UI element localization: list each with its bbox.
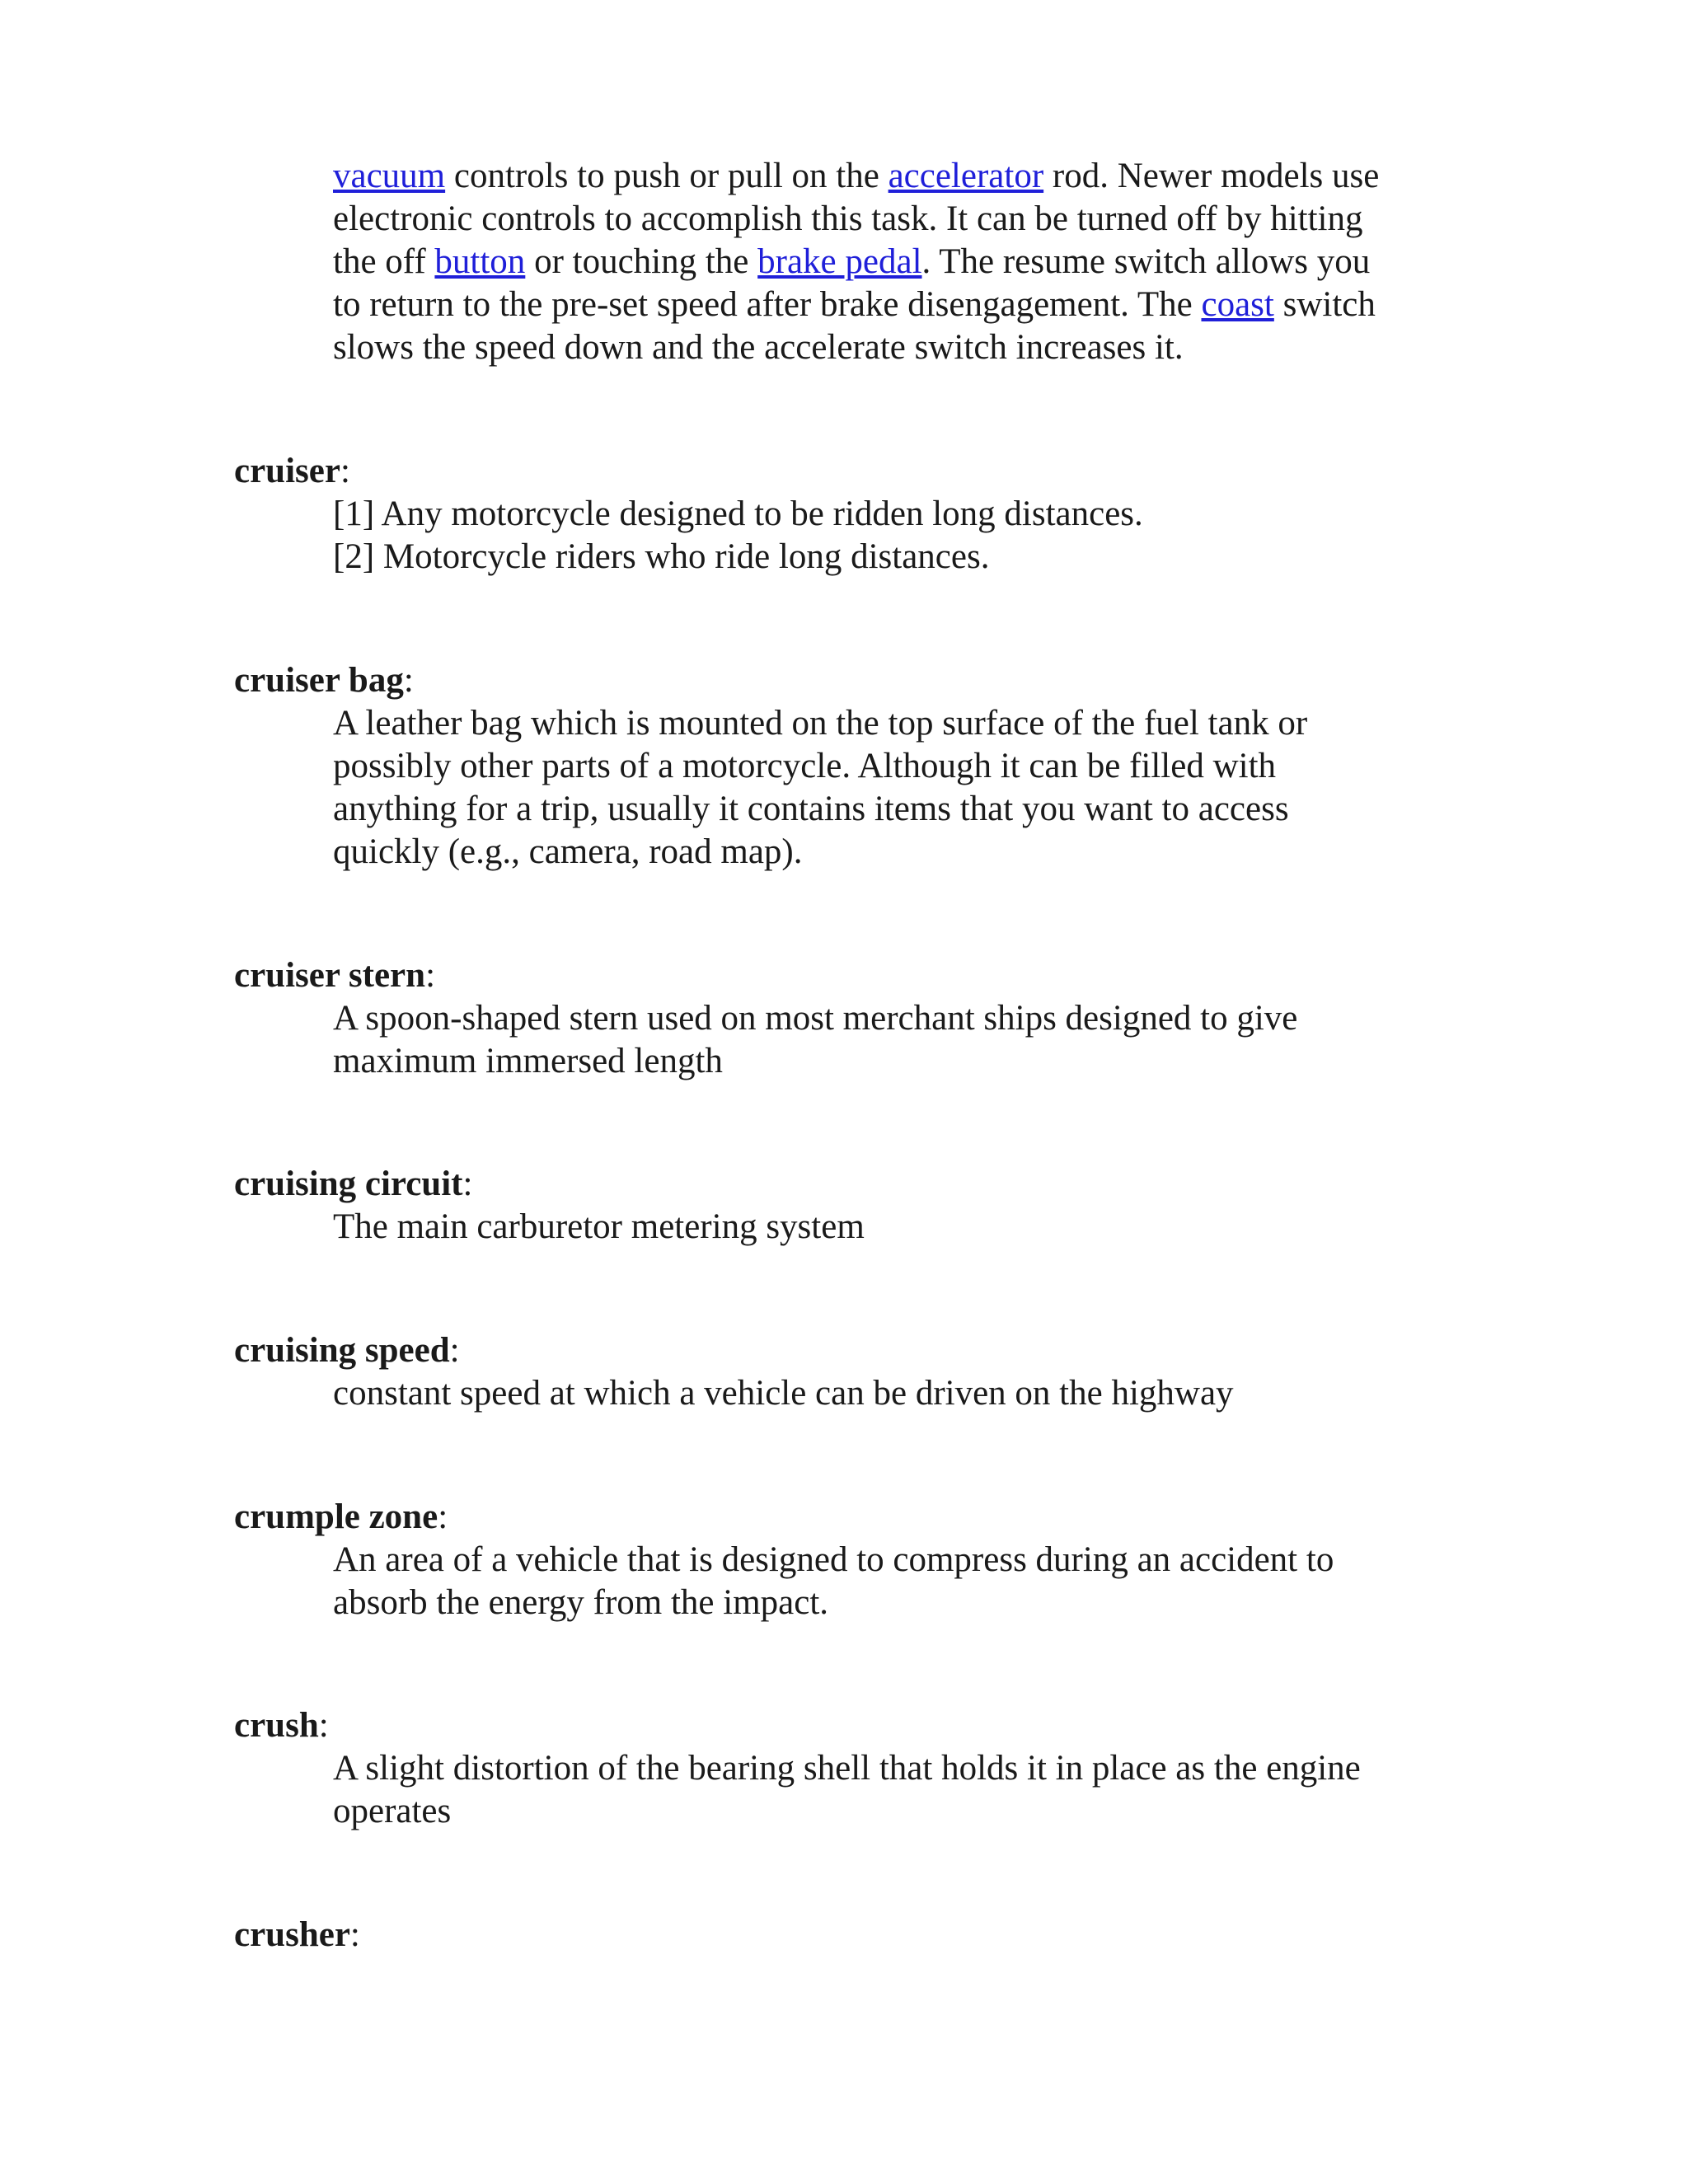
term-crusher: crusher: — [234, 1915, 360, 1954]
term-crush: crush: — [234, 1706, 329, 1745]
definition-cruiser-stern — [333, 997, 1487, 1083]
definition-line: [1] Any motorcycle designed to be ridden long distances. — [333, 494, 1143, 533]
term-cruiser: cruiser: — [234, 452, 350, 490]
definition-line: absorb the energy from the impact. — [333, 1583, 829, 1622]
coast-link[interactable]: coast — [1201, 285, 1274, 324]
definition-line: electronic controls to accomplish this task. It can be turned off by hitting — [333, 199, 1363, 238]
definition-line: maximum immersed length — [333, 1042, 723, 1080]
definition-cruiser-bag — [333, 702, 1487, 874]
accelerator-link[interactable]: accelerator — [888, 157, 1044, 195]
definition-line: vacuum controls to push or pull on the accelerator rod. Newer models use — [333, 157, 1380, 195]
definition-cruiser — [333, 493, 1487, 579]
vacuum-link[interactable]: vacuum — [333, 157, 446, 195]
definition-line: operates — [333, 1792, 452, 1830]
term-cruising-speed: cruising speed: — [234, 1331, 460, 1370]
definition-cruising-circuit — [333, 1206, 1487, 1249]
definition-line: [2] Motorcycle riders who ride long distances. — [333, 537, 990, 576]
definition-line: An area of a vehicle that is designed to compress during an accident to — [333, 1540, 1334, 1579]
definition-line: possibly other parts of a motorcycle. Although it can be filled with — [333, 747, 1277, 785]
definition-line: A slight distortion of the bearing shell that holds it in place as the engine — [333, 1749, 1361, 1788]
definition-line: anything for a trip, usually it contains items that you want to access — [333, 790, 1289, 828]
button-link[interactable]: button — [434, 242, 526, 281]
definition-line: constant speed at which a vehicle can be driven on the highway — [333, 1374, 1234, 1413]
definition-crumple-zone — [333, 1539, 1487, 1624]
term-cruising-circuit: cruising circuit: — [234, 1165, 473, 1203]
definition-line: The main carburetor metering system — [333, 1207, 865, 1246]
definition-line: quickly (e.g., camera, road map). — [333, 832, 803, 871]
definition-line: slows the speed down and the accelerate switch increases it. — [333, 328, 1184, 367]
continuation-definition — [333, 155, 1487, 369]
definition-line: A leather bag which is mounted on the top surface of the fuel tank or — [333, 704, 1308, 743]
term-cruiser-stern: cruiser stern: — [234, 956, 436, 995]
definition-crush — [333, 1747, 1487, 1833]
definition-line: to return to the pre-set speed after brake disengagement. The coast switch — [333, 285, 1376, 324]
term-crumple-zone: crumple zone: — [234, 1497, 448, 1536]
definition-cruising-speed — [333, 1372, 1487, 1415]
term-cruiser-bag: cruiser bag: — [234, 661, 414, 700]
definition-line: the off button or touching the brake pedal. The resume switch allows you — [333, 242, 1371, 281]
definition-line: A spoon-shaped stern used on most merchant ships designed to give — [333, 999, 1298, 1038]
brake-pedal-link[interactable]: brake pedal — [757, 242, 922, 281]
